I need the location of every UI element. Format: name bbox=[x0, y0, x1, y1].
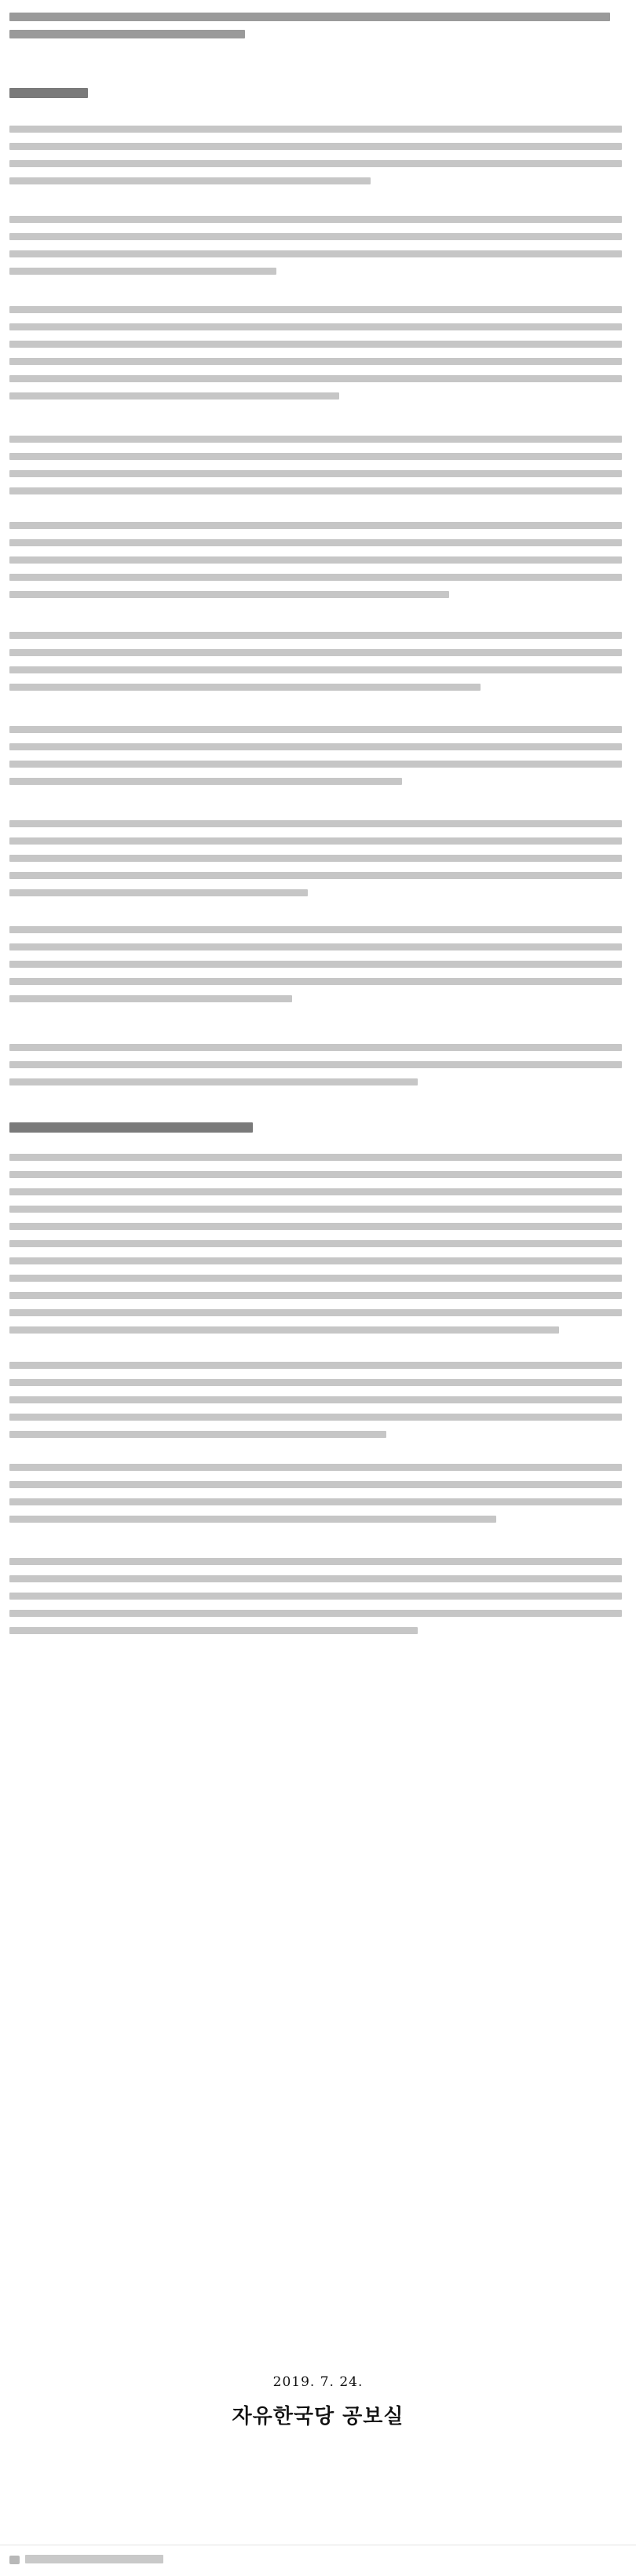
keyword-bar bbox=[0, 2545, 636, 2576]
body-paragraph bbox=[9, 126, 622, 195]
speaker-heading bbox=[9, 1122, 253, 1133]
body-paragraph bbox=[9, 1154, 622, 1344]
body-paragraph bbox=[9, 1558, 622, 1644]
body-paragraph bbox=[9, 820, 622, 907]
body-paragraph bbox=[9, 306, 622, 410]
text-line bbox=[9, 13, 610, 21]
keyword-icon bbox=[9, 2556, 20, 2564]
body-paragraph bbox=[9, 436, 622, 505]
keyword-list[interactable] bbox=[25, 2555, 163, 2563]
body-paragraph bbox=[9, 1044, 622, 1096]
release-date: 2019. 7. 24. bbox=[272, 2374, 364, 2390]
body-paragraph bbox=[9, 1464, 622, 1533]
body-paragraph bbox=[9, 726, 622, 795]
body-paragraph bbox=[9, 926, 622, 1013]
speaker-heading bbox=[9, 88, 88, 98]
body-paragraph bbox=[9, 216, 622, 285]
body-paragraph bbox=[9, 1362, 622, 1448]
intro-paragraph bbox=[9, 13, 614, 47]
issuing-organization: 자유한국당 공보실 bbox=[232, 2405, 404, 2428]
text-line bbox=[9, 30, 245, 38]
body-paragraph bbox=[9, 632, 622, 701]
body-paragraph bbox=[9, 522, 622, 608]
